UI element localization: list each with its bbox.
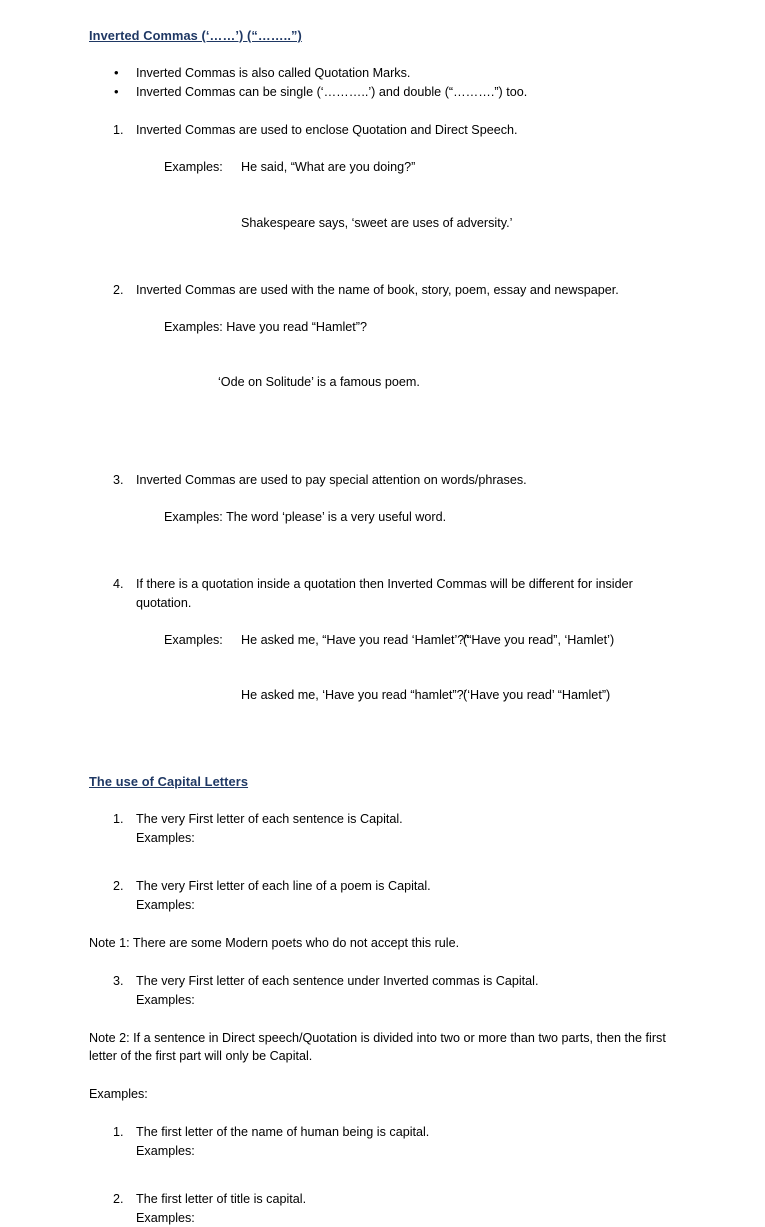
section-heading-inverted-commas: Inverted Commas (‘……’) (“……..”): [89, 28, 675, 44]
examples-line: [136, 195, 675, 251]
example-text: Have you read “Hamlet”?: [226, 320, 367, 334]
list-number: 2.: [113, 281, 133, 300]
examples-label: Examples:: [136, 991, 675, 1010]
numbered-item: [89, 281, 675, 411]
examples-label: Examples:: [136, 896, 675, 915]
example-text: ‘Ode on Solitude’ is a famous poem.: [218, 375, 420, 389]
numbered-item: [89, 877, 675, 914]
rule-text: Inverted Commas are used to pay special attention on words/phrases.: [136, 471, 675, 490]
numbered-item: [89, 471, 675, 545]
examples-label: Examples:: [136, 829, 675, 848]
bullet-marker-icon: •: [114, 83, 134, 102]
example-text: He asked me, “Have you read ‘Hamlet’?”: [241, 631, 463, 650]
bullet-text: Inverted Commas can be single (‘………..’) and double (“……….”) too.: [136, 83, 675, 102]
rule-text: The first letter of the name of human being is capital.: [136, 1123, 675, 1142]
numbered-item: [89, 1123, 675, 1160]
rule-text: If there is a quotation inside a quotation then Inverted Commas will be different for insider quotation.: [136, 575, 675, 612]
example-text: He asked me, ‘Have you read “hamlet”?’: [241, 686, 463, 705]
rule-text: The very First letter of each sentence is Capital.: [136, 810, 675, 829]
bullet-marker-icon: •: [114, 64, 134, 83]
bullet-item: [89, 83, 675, 102]
examples-line: [136, 355, 675, 411]
note-2: Note 2: If a sentence in Direct speech/Quotation is divided into two or more than two parts, then the first letter of the first part will only be Capital.: [89, 1029, 675, 1065]
list-number: 2.: [113, 877, 133, 896]
example-note: (‘Have you read’ “Hamlet”): [463, 688, 610, 702]
examples-line: [136, 668, 675, 724]
examples-label: Examples:: [164, 320, 223, 334]
example-text: The word ‘please’ is a very useful word.: [226, 510, 446, 524]
examples-line: [136, 299, 675, 355]
section-heading-capital-letters: The use of Capital Letters: [89, 774, 675, 790]
rule-text: Inverted Commas are used with the name of book, story, poem, essay and newspaper.: [136, 281, 675, 300]
example-text: He said, “What are you doing?”: [241, 160, 415, 174]
note-1: Note 1: There are some Modern poets who do not accept this rule.: [89, 934, 675, 952]
list-number: 1.: [113, 121, 133, 140]
numbered-item: [89, 121, 675, 251]
examples-label-standalone: Examples:: [89, 1085, 675, 1103]
examples-line: [136, 490, 675, 546]
examples-label: Examples:: [136, 1142, 675, 1161]
bullet-item: [89, 64, 675, 83]
examples-line: [136, 140, 675, 196]
examples-label: Examples:: [136, 1209, 675, 1227]
example-text: Shakespeare says, ‘sweet are uses of adversity.’: [241, 216, 512, 230]
list-number: 2.: [113, 1190, 133, 1209]
list-number: 1.: [113, 1123, 133, 1142]
list-number: 4.: [113, 575, 133, 594]
list-number: 3.: [113, 471, 133, 490]
numbered-item: [89, 1190, 675, 1227]
examples-label: Examples:: [164, 158, 241, 177]
rule-text: The very First letter of each line of a poem is Capital.: [136, 877, 675, 896]
list-number: 1.: [113, 810, 133, 829]
list-number: 3.: [113, 972, 133, 991]
example-note: (“Have you read”, ‘Hamlet’): [463, 633, 614, 647]
numbered-item: [89, 810, 675, 847]
examples-label: Examples:: [164, 631, 241, 650]
numbered-item: [89, 575, 675, 723]
rule-text: Inverted Commas are used to enclose Quotation and Direct Speech.: [136, 121, 675, 140]
numbered-item: [89, 972, 675, 1009]
examples-line: [136, 612, 675, 668]
bullet-text: Inverted Commas is also called Quotation Marks.: [136, 64, 675, 83]
examples-label: Examples:: [164, 510, 223, 524]
rule-text: The very First letter of each sentence under Inverted commas is Capital.: [136, 972, 675, 991]
document-body: [89, 28, 675, 1227]
rule-text: The first letter of title is capital.: [136, 1190, 675, 1209]
